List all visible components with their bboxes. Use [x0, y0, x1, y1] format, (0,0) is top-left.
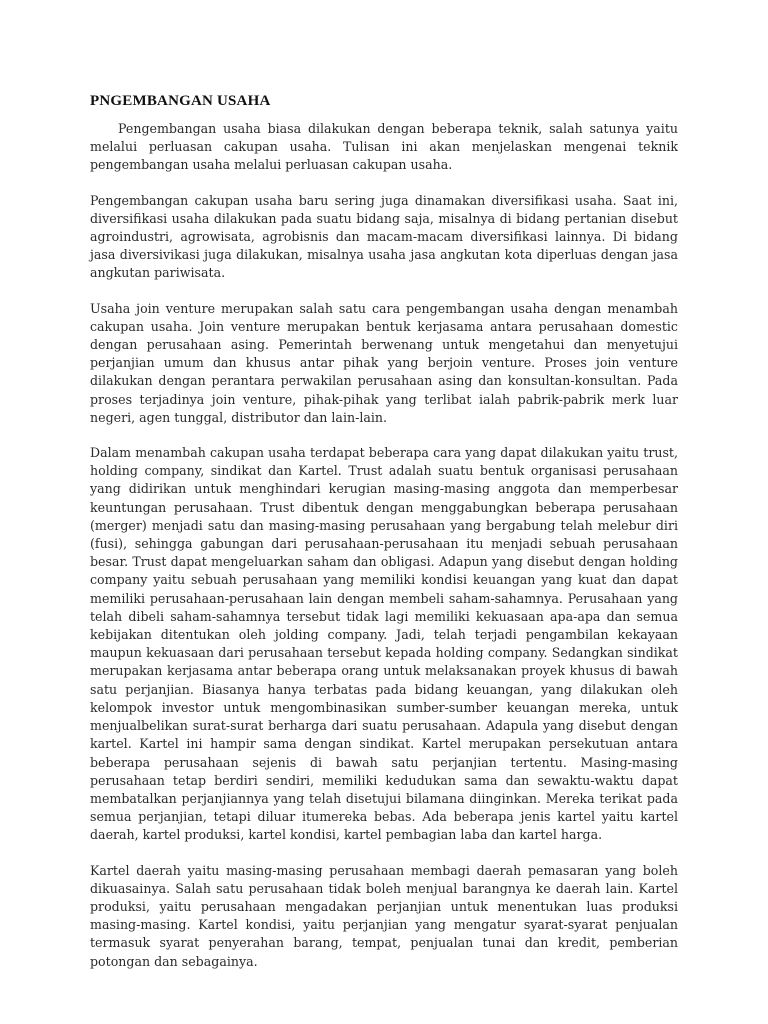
paragraph-diversifikasi: Pengembangan cakupan usaha baru sering juga dinamakan diversifikasi usaha. Saat ini, diversifikasi usaha dilakukan pada suatu bidang saja, misalnya di bidang pertanian disebut agroindustri, agrowisata, agrobisnis dan macam-macam diversifikasi lainnya. Di bidang jasa diversivikasi juga dilakukan, misalnya usaha jasa angkutan kota diperluas dengan jasa angkutan pariwisata. — [90, 192, 678, 281]
paragraph-jenis-kartel: Kartel daerah yaitu masing-masing perusahaan membagi daerah pemasaran yang boleh dikuasainya. Salah satu perusahaan tidak boleh menjual barangnya ke daerah lain. Kartel produksi, yaitu perusahaan mengadakan perjanjian untuk menentukan luas produksi masing-masing. Kartel kondisi, yaitu perjanjian yang mengatur syarat-syarat penjualan termasuk syarat penyerahan barang, tempat, penjualan tunai dan kredit, pemberian potongan dan sebagainya. — [90, 862, 678, 969]
paragraph-intro: Pengembangan usaha biasa dilakukan dengan beberapa teknik, salah satunya yaitu melalui perluasan cakupan usaha. Tulisan ini akan menjelaskan mengenai teknik pengembangan usaha melalui perluasan cakupan usaha. — [90, 121, 678, 173]
paragraph-trust-holding-sindikat-kartel: Dalam menambah cakupan usaha terdapat beberapa cara yang dapat dilakukan yaitu trust, holding company, sindikat dan Kartel. Trust adalah suatu bentuk organisasi perusahaan yang didirikan untuk menghindari kerugian masing-masing anggota dan memperbesar keuntungan perusahaan. Trust dibentuk dengan menggabungkan beberapa perusahaan (merger) menjadi satu dan masing-masing perusahaan yang bergabung telah melebur diri (fusi), sehingga gabungan dari perusahaan-perusahaan itu menjadi sebuah perusahaan besar. Trust dapat mengeluarkan saham dan obligasi. Adapun yang disebut dengan holding company yaitu sebuah perusahaan yang memiliki kondisi keuangan yang kuat dan dapat memiliki perusahaan-perusahaan lain dengan membeli saham-sahamnya. Perusahaan yang telah dibeli saham-sahamnya tersebut tidak lagi memiliki kekuasaan apa-apa dan semua kebijakan ditentukan oleh jolding company. Jadi, telah terjadi pengambilan kekayaan maupun kekuasaan dari perusahaan tersebut kepada holding company. Sedangkan sindikat merupakan kerjasama antar beberapa orang untuk melaksanakan proyek khusus di bawah satu perjanjian. Biasanya hanya terbatas pada bidang keuangan, yang dilakukan oleh kelompok investor untuk mengombinasikan sumber-sumber keuangan mereka, untuk menjualbelikan surat-surat berharga dari suatu perusahaan. Adapula yang disebut dengan kartel. Kartel ini hampir sama dengan sindikat. Kartel merupakan persekutuan antara beberapa perusahaan sejenis di bawah satu perjanjian tertentu. Masing-masing perusahaan tetap berdiri sendiri, memiliki kedudukan sama dan sewaktu-waktu dapat membatalkan perjanjiannya yang telah disetujui bilamana diinginkan. Mereka terikat pada semua perjanjian, tetapi diluar itumereka bebas. Ada beberapa jenis kartel yaitu kartel daerah, kartel produksi, kartel kondisi, kartel pembagian laba dan kartel harga. — [90, 445, 678, 843]
paragraph-join-venture: Usaha join venture merupakan salah satu cara pengembangan usaha dengan menambah cakupan usaha. Join venture merupakan bentuk kerjasama antara perusahaan domestic dengan perusahaan asing. Pemerintah berwenang untuk mengetahui dan menyetujui perjanjian umum dan khusus antar pihak yang berjoin venture. Proses join venture dilakukan dengan perantara perwakilan perusahaan asing dan konsultan-konsultan. Pada proses terjadinya join venture, pihak-pihak yang terlibat ialah pabrik-pabrik merk luar negeri, agen tunggal, distributor dan lain-lain. — [90, 300, 678, 425]
document-title: PNGEMBANGAN USAHA — [90, 93, 271, 109]
